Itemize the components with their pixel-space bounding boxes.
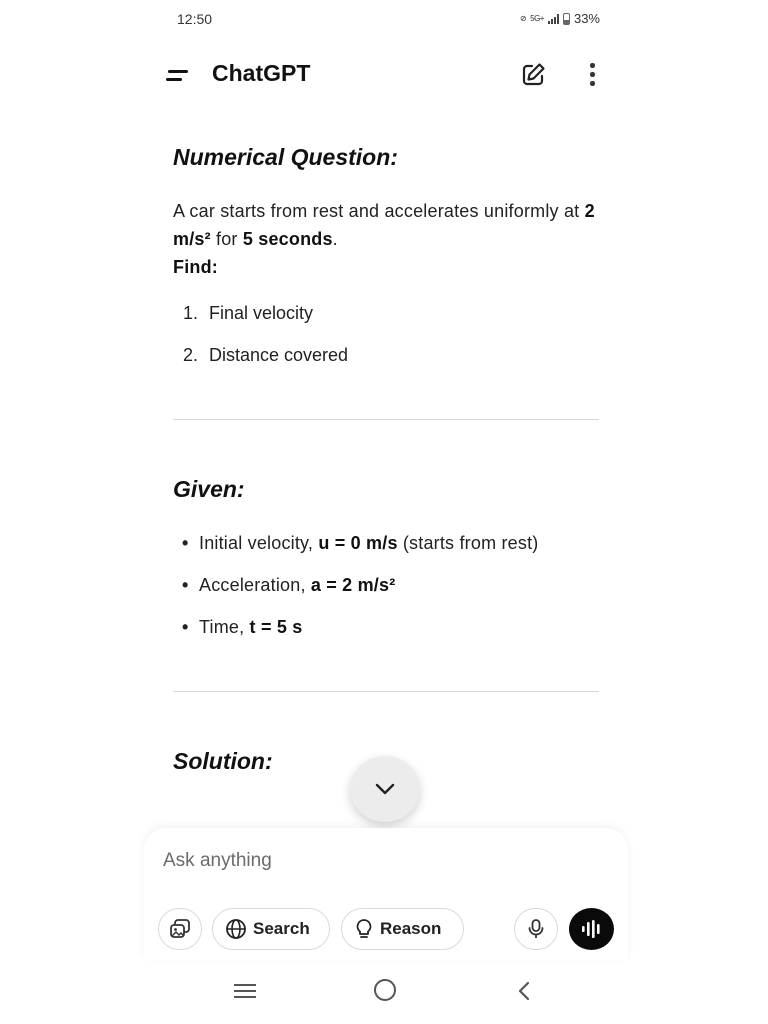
mic-button[interactable] bbox=[514, 908, 558, 950]
ask-input[interactable] bbox=[163, 850, 603, 872]
app-title: ChatGPT bbox=[212, 60, 311, 86]
image-attach-icon bbox=[168, 918, 192, 940]
chat-message bbox=[173, 130, 599, 775]
question-heading: Numerical Question: bbox=[173, 144, 398, 170]
reason-button[interactable] bbox=[341, 908, 464, 950]
question-text bbox=[173, 197, 599, 281]
status-bar bbox=[144, 0, 628, 38]
microphone-icon bbox=[527, 918, 545, 940]
question-time: 5 seconds bbox=[242, 229, 333, 249]
lightbulb-icon bbox=[354, 918, 374, 940]
phone-screen bbox=[144, 0, 628, 1024]
status-icons bbox=[520, 11, 600, 26]
search-label: Search bbox=[253, 919, 310, 938]
battery-icon bbox=[563, 13, 570, 25]
list-item bbox=[173, 615, 599, 657]
voice-mode-button[interactable] bbox=[569, 908, 614, 950]
bullet: • bbox=[182, 533, 189, 553]
divider bbox=[173, 419, 599, 420]
search-button[interactable] bbox=[212, 908, 330, 950]
question-acceleration: 2 m/s² bbox=[173, 201, 595, 249]
list-text: Distance covered bbox=[209, 345, 349, 365]
reason-label: Reason bbox=[380, 919, 442, 938]
divider bbox=[173, 691, 599, 692]
battery-percent: 33% bbox=[573, 11, 600, 26]
home-icon[interactable] bbox=[374, 979, 396, 1001]
bullet: • bbox=[182, 617, 189, 637]
more-vertical-icon[interactable] bbox=[586, 62, 598, 88]
find-list bbox=[173, 301, 599, 385]
given-suffix: (starts from rest) bbox=[397, 533, 539, 553]
volte-icon: ⊘ bbox=[519, 14, 527, 23]
given-prefix: Initial velocity, bbox=[199, 533, 319, 553]
recents-icon[interactable] bbox=[234, 982, 258, 1000]
find-label: Find: bbox=[173, 257, 218, 277]
list-number: 2. bbox=[183, 345, 199, 365]
list-text: Final velocity bbox=[209, 303, 314, 323]
question-text-part1: A car starts from rest and accelerates uniformly at bbox=[173, 201, 585, 221]
list-number: 1. bbox=[183, 303, 199, 323]
list-item bbox=[173, 301, 599, 343]
question-text-part3: . bbox=[332, 229, 338, 249]
status-time: 12:50 bbox=[177, 11, 213, 27]
waveform-icon bbox=[580, 919, 604, 939]
chevron-down-icon bbox=[374, 782, 396, 796]
composer bbox=[144, 828, 628, 960]
question-text-part2: for bbox=[210, 229, 243, 249]
given-value: t = 5 s bbox=[249, 617, 303, 637]
network-type-label: 5G+ bbox=[530, 14, 544, 23]
app-header bbox=[144, 50, 628, 100]
signal-icon bbox=[548, 14, 559, 24]
edit-icon[interactable] bbox=[518, 60, 548, 90]
given-prefix: Acceleration, bbox=[199, 575, 311, 595]
given-heading: Given: bbox=[173, 476, 245, 502]
attach-button[interactable] bbox=[158, 908, 202, 950]
list-item bbox=[173, 573, 599, 615]
solution-heading: Solution: bbox=[173, 748, 273, 774]
back-icon[interactable] bbox=[514, 980, 534, 1002]
given-value: u = 0 m/s bbox=[318, 533, 398, 553]
given-value: a = 2 m/s² bbox=[310, 575, 396, 595]
menu-icon[interactable] bbox=[166, 67, 190, 85]
list-item bbox=[173, 343, 599, 385]
given-list bbox=[173, 531, 599, 657]
globe-icon bbox=[225, 918, 247, 940]
given-prefix: Time, bbox=[199, 617, 250, 637]
bullet: • bbox=[182, 575, 189, 595]
list-item bbox=[173, 531, 599, 573]
system-nav-bar bbox=[144, 970, 628, 1010]
scroll-down-button[interactable] bbox=[350, 756, 420, 822]
